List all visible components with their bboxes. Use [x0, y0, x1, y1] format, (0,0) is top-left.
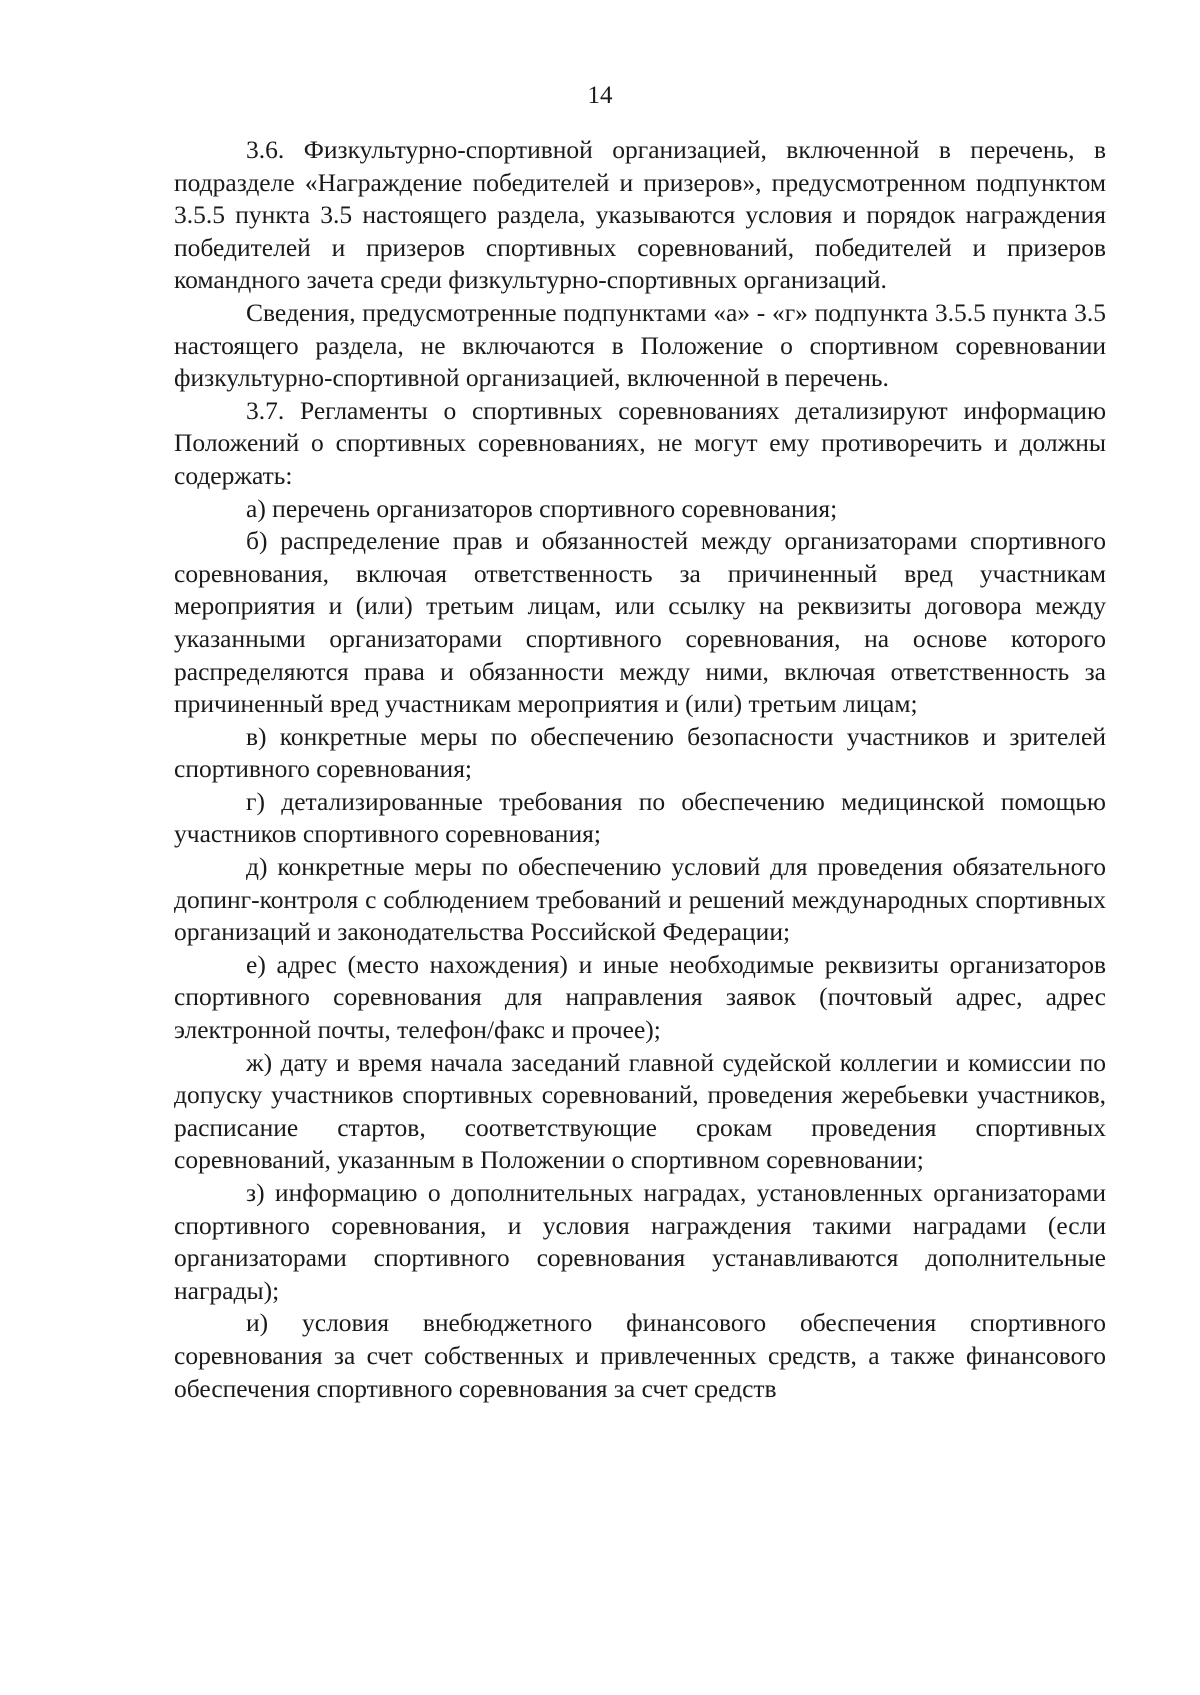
paragraph-svedeniya: Сведения, предусмотренные подпунктами «а» - «г» подпункта 3.5.5 пункта 3.5 настоящего раздела, не включаются в Положение о спортивном соревновании физкультурно-спортивной организацией, включенной в перечень. [174, 297, 1106, 393]
paragraph-3-6: 3.6. Физкультурно-спортивной организацией, включенной в перечень, в подразделе «Награждение победителей и призеров», предусмотренном подпунктом 3.5.5 пункта 3.5 настоящего раздела, указываются условия и порядок награждения победителей и призеров спортивных соревнований, победителей и призеров командного зачета среди физкультурно-спортивных организаций. [174, 135, 1106, 295]
list-item-i: и) условия внебюджетного финансового обеспечения спортивного соревнования за счет собственных и привлеченных средств, а также финансового обеспечения спортивного соревнования за счет средств [174, 1308, 1106, 1403]
list-item-d: д) конкретные меры по обеспечению условий для проведения обязательного допинг-контроля с соблюдением требований и решений международных спортивных организаций и законодательства Российской Федерации; [174, 852, 1106, 947]
list-item-b: б) распределение прав и обязанностей между организаторами спортивного соревнования, включая ответственность за причиненный вред участникам мероприятия и (или) третьим лицам, или ссылку на реквизиты договора между указанными организаторами спортивного соревнования, на основе которого распределяются права и обязанности между ними, включая ответственность за причиненный вред участникам мероприятия и (или) третьим лицам; [174, 526, 1106, 719]
list-item-v: в) конкретные меры по обеспечению безопасности участников и зрителей спортивного соревнования; [174, 721, 1106, 784]
list-item-a: а) перечень организаторов спортивного соревнования; [246, 493, 838, 523]
page-number: 14 [587, 82, 613, 109]
list-item-g: г) детализированные требования по обеспечению медицинской помощью участников спортивного соревнования; [174, 786, 1106, 849]
list-item-e: е) адрес (место нахождения) и иные необходимые реквизиты организаторов спортивного соревнования для направления заявок (почтовый адрес, адрес электронной почты, телефон/факс и прочее); [174, 949, 1106, 1045]
list-item-z: з) информацию о дополнительных наградах, установленных организаторами спортивного соревнования, и условия награждения такими наградами (если организаторами спортивного соревнования устанавливаются дополнительные награды); [174, 1178, 1106, 1305]
list-item-zh: ж) дату и время начала заседаний главной судейской коллегии и комиссии по допуску участников спортивных соревнований, проведения жеребьевки участников, расписание стартов, соответствующие срокам проведения спортивных соревнований, указанным в Положении о спортивном соревновании; [174, 1047, 1106, 1175]
document-body [174, 134, 1106, 1405]
paragraph-3-7: 3.7. Регламенты о спортивных соревнованиях детализируют информацию Положений о спортивных соревнованиях, не могут ему противоречить и должны содержать: [174, 395, 1106, 490]
